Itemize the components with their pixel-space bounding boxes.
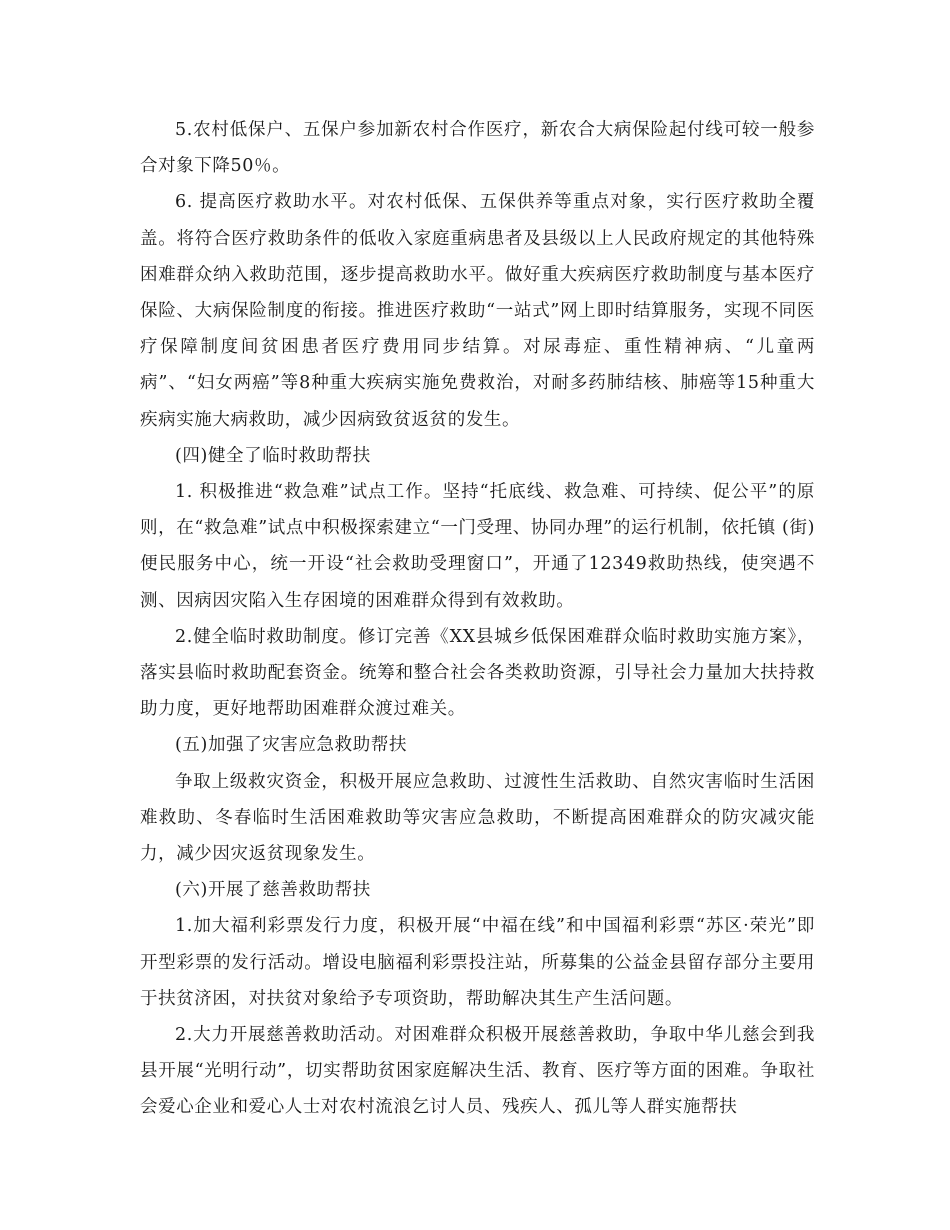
paragraph-item-6-medical-aid: 6. 提高医疗救助水平。对农村低保、五保供养等重点对象，实行医疗救助全覆盖。将符合医疗救助条件的低收入家庭重病患者及县级以上人民政府规定的其他特殊困难群众纳入救助范围，逐步提高救助水平。做好重大疾病医疗救助制度与基本医疗保险、大病保险制度的衔接。推进医疗救助“一站式”网上即时结算服务，实现不同医疗保障制度间贫困患者医疗费用同步结算。对尿毒症、重性精神病、“儿童两病”、“妇女两癌”等8种重大疾病实施免费救治，对耐多药肺结核、肺癌等15种重大疾病实施大病救助，减少因病致贫返贫的发生。 [140,192,815,430]
paragraph-disaster-aid: 争取上级救灾资金，积极开展应急救助、过渡性生活救助、自然灾害临时生活困难救助、冬春临时生活困难救助等灾害应急救助，不断提高困难群众的防灾减灾能力，减少因灾返贫现象发生。 [140,771,815,865]
section-heading-charity-aid: (六)开展了慈善救助帮扶 [175,880,371,901]
paragraph-item-2-temporary-aid-system: 2.健全临时救助制度。修订完善《XX县城乡低保困难群众临时救助实施方案》，落实县临时救助配套资金。统筹和整合社会各类救助资源，引导社会力量加大扶持救助力度，更好地帮助困难群众渡过难关。 [140,626,815,720]
paragraph-item-5-rural-insurance: 5.农村低保户、五保户参加新农村合作医疗，新农合大病保险起付线可较一般参合对象下降50％。 [140,120,815,177]
document-body [140,112,815,1126]
section-heading-temporary-aid: (四)健全了临时救助帮扶 [175,445,371,466]
paragraph-item-1-emergency-pilot: 1. 积极推进“救急难”试点工作。坚持“托底线、救急难、可持续、促公平”的原则，在“救急难”试点中积极探索建立“一门受理、协同办理”的运行机制，依托镇 (街)便民服务中心，统一开设“社会救助受理窗口”，开通了12349救助热线，使突遇不测、因病因灾陷入生存困境的困难群众得到有效救助。 [140,482,815,611]
paragraph-item-1-welfare-lottery: 1.加大福利彩票发行力度，积极开展“中福在线”和中国福利彩票“苏区·荣光”即开型彩票的发行活动。增设电脑福利彩票投注站，所募集的公益金县留存部分主要用于扶贫济困，对扶贫对象给予专项资助，帮助解决其生产生活问题。 [140,916,815,1009]
paragraph-item-2-charity-activities: 2.大力开展慈善救助活动。对困难群众积极开展慈善救助，争取中华儿慈会到我县开展“光明行动”，切实帮助贫困家庭解决生活、教育、医疗等方面的困难。争取社会爱心企业和爱心人士对农村流浪乞讨人员、残疾人、孤儿等人群实施帮扶 [140,1025,815,1118]
section-heading-disaster-aid: (五)加强了灾害应急救助帮扶 [175,735,408,756]
